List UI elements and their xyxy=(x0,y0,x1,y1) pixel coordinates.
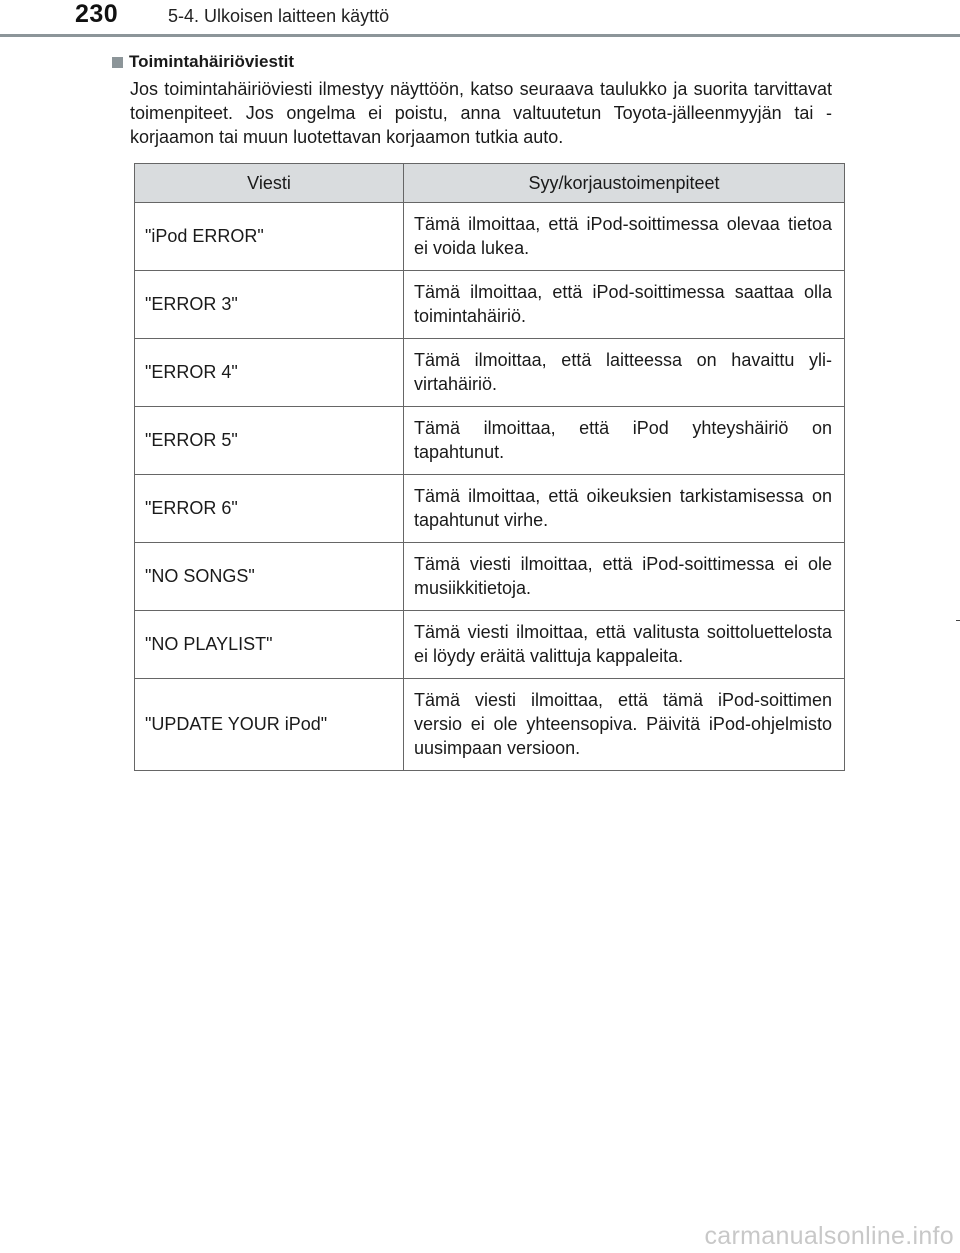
table-header-row xyxy=(135,164,845,203)
table-row xyxy=(135,407,845,475)
message-cell: "NO PLAYLIST" xyxy=(135,611,404,679)
error-message-table xyxy=(134,163,845,771)
action-cell: Tämä ilmoittaa, että oikeuksien tarkistamisessa on tapahtunut virhe. xyxy=(404,475,845,543)
message-cell: "ERROR 6" xyxy=(135,475,404,543)
action-cell: Tämä ilmoittaa, että laitteessa on havaittu ylivirtahäiriö. xyxy=(404,339,845,407)
table-row xyxy=(135,203,845,271)
message-cell: "iPod ERROR" xyxy=(135,203,404,271)
action-cell: Tämä ilmoittaa, että iPod-soittimessa olevaa tietoa ei voida lukea. xyxy=(404,203,845,271)
action-cell: Tämä ilmoittaa, että iPod-soittimessa saattaa olla toimintahäiriö. xyxy=(404,271,845,339)
intro-paragraph: Jos toimintahäiriöviesti ilmestyy näyttöön, katso seuraava taulukko ja suorita tarvittavat toimenpiteet. Jos ongelma ei poistu, anna valtuutetun Toyota-jälleenmyyjän tai -korjaamon tai muun luotettavan korjaamon tutkia auto. xyxy=(130,79,832,147)
table-row xyxy=(135,543,845,611)
message-cell: "UPDATE YOUR iPod" xyxy=(135,679,404,771)
action-cell: Tämä ilmoittaa, että iPod yhteyshäiriö on tapahtunut. xyxy=(404,407,845,475)
margin-tick xyxy=(956,620,960,621)
message-cell: "NO SONGS" xyxy=(135,543,404,611)
column-header-action: Syy/korjaustoimenpiteet xyxy=(404,164,845,203)
table-row xyxy=(135,679,845,771)
message-cell: "ERROR 3" xyxy=(135,271,404,339)
table-row xyxy=(135,611,845,679)
section-heading-text: Toimintahäiriöviestit xyxy=(129,52,294,71)
action-cell: Tämä viesti ilmoittaa, että valitusta soittoluettelosta ei löydy eräitä valittuja kappaleita. xyxy=(404,611,845,679)
action-cell: Tämä viesti ilmoittaa, että iPod-soittimessa ei ole musiikkitietoja. xyxy=(404,543,845,611)
table-row xyxy=(135,475,845,543)
square-bullet-icon xyxy=(112,57,123,68)
table-row xyxy=(135,271,845,339)
section-heading xyxy=(112,52,294,72)
column-header-message: Viesti xyxy=(135,164,404,203)
watermark: carmanualsonline.info xyxy=(704,1222,954,1250)
page-number: 230 xyxy=(75,0,119,28)
header-rule xyxy=(0,34,960,37)
action-cell: Tämä viesti ilmoittaa, että tämä iPod-soittimen versio ei ole yhteensopiva. Päivitä iPod-ohjelmisto uusimpaan versioon. xyxy=(404,679,845,771)
running-title: 5-4. Ulkoisen laitteen käyttö xyxy=(168,6,390,26)
message-cell: "ERROR 5" xyxy=(135,407,404,475)
message-cell: "ERROR 4" xyxy=(135,339,404,407)
table-row xyxy=(135,339,845,407)
